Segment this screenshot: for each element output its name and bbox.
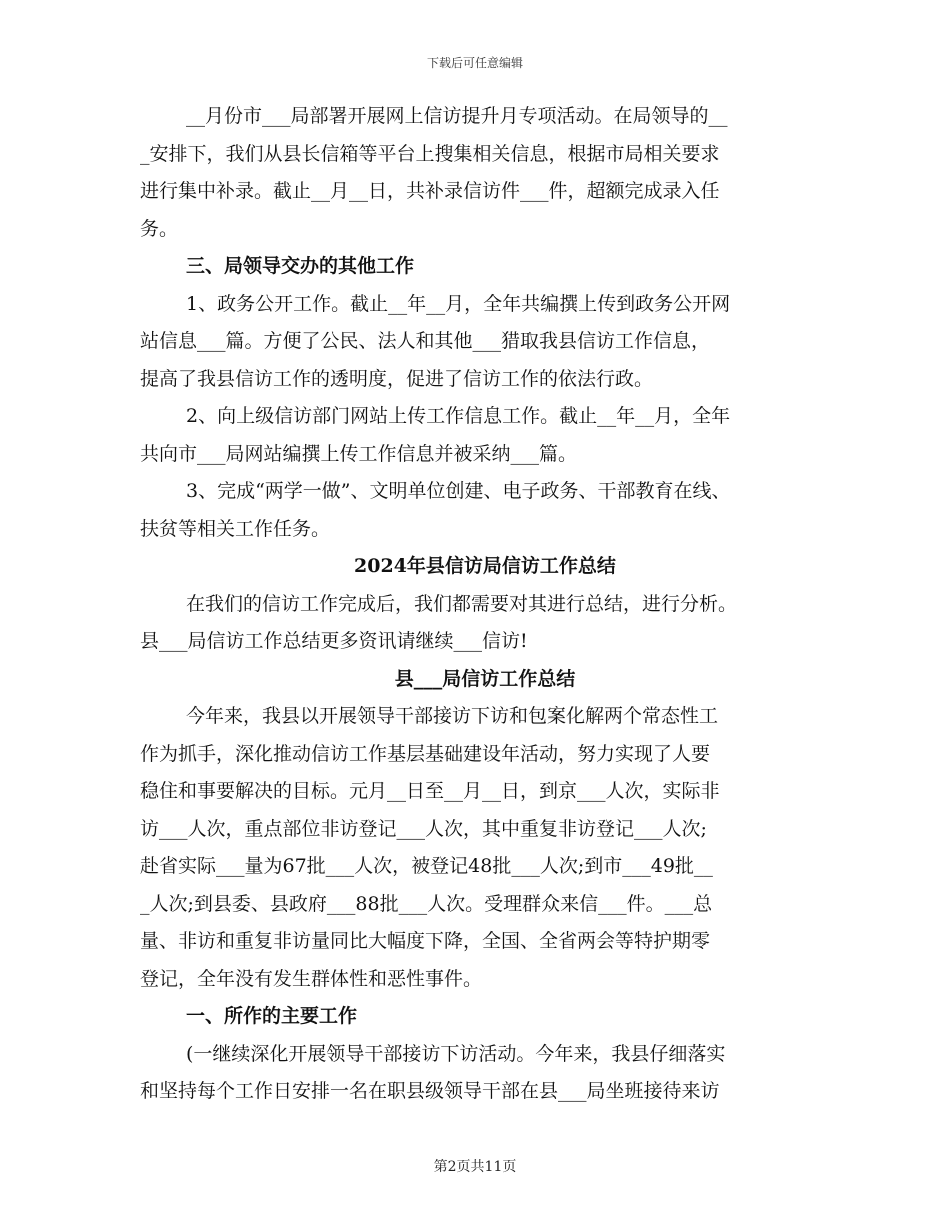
- paragraph-line: 1、政务公开工作。截止__年__月，全年共编撰上传到政务公开网: [186, 292, 731, 315]
- section-heading: 一、所作的主要工作: [186, 1005, 358, 1027]
- section-heading: 三、局领导交办的其他工作: [186, 255, 415, 277]
- paragraph-line: 稳住和事要解决的目标。元月__日至__月__日，到京___人次，实际非: [140, 780, 720, 802]
- paragraph-line: 访___人次，重点部位非访登记___人次，其中重复非访登记___人次;: [140, 817, 707, 840]
- paragraph-line: __月份市___局部署开展网上信访提升月专项活动。在局领导的__: [186, 105, 728, 127]
- paragraph-line: 县___局信访工作总结更多资讯请继续___信访!: [140, 630, 528, 652]
- paragraph-line: _人次;到县委、县政府___88批___人次。受理群众来信___件。___总: [140, 892, 713, 915]
- paragraph-line: (一继续深化开展领导干部接访下访活动。今年来，我县仔细落实: [186, 1042, 726, 1065]
- paragraph-line: 作为抓手，深化推动信访工作基层基础建设年活动，努力实现了人要: [140, 742, 711, 765]
- paragraph-line: 务。: [140, 217, 179, 240]
- paragraph-line: _安排下，我们从县长信箱等平台上搜集相关信息，根据市局相关要求: [140, 142, 720, 165]
- paragraph-line: 共向市___局网站编撰上传工作信息并被采纳___篇。: [140, 442, 578, 465]
- document-subtitle: 县___局信访工作总结: [394, 667, 576, 690]
- paragraph-line: 和坚持每个工作日安排一名在职县级领导干部在县___局坐班接待来访: [140, 1080, 720, 1102]
- document-body: [140, 98, 830, 1111]
- document-title: 2024年县信访局信访工作总结: [354, 555, 616, 577]
- page-footer: 第2页共11页: [433, 1159, 517, 1175]
- paragraph-line: 赴省实际___量为67批___人次，被登记48批___人次;到市___49批__: [140, 855, 713, 877]
- paragraph-line: 登记，全年没有发生群体性和恶性事件。: [140, 967, 483, 990]
- paragraph-line: 今年来，我县以开展领导干部接访下访和包案化解两个常态性工: [186, 705, 719, 727]
- paragraph-line: 量、非访和重复非访量同比大幅度下降，全国、全省两会等特护期零: [140, 930, 711, 952]
- paragraph-line: 在我们的信访工作完成后，我们都需要对其进行总结，进行分析。: [186, 592, 738, 615]
- paragraph-line: 扶贫等相关工作任务。: [140, 517, 331, 540]
- paragraph-line: 2、向上级信访部门网站上传工作信息工作。截止__年__月，全年: [186, 405, 731, 427]
- page-header: 下载后可任意编辑: [426, 56, 523, 70]
- paragraph-line: 站信息___篇。方便了公民、法人和其他___猎取我县信访工作信息，: [140, 330, 711, 352]
- paragraph-line: 提高了我县信访工作的透明度，促进了信访工作的依法行政。: [140, 367, 654, 390]
- paragraph-line: 3、完成“两学一做”、文明单位创建、电子政务、干部教育在线、: [186, 480, 731, 502]
- paragraph-line: 进行集中补录。截止__月__日，共补录信访件___件，超额完成录入任: [140, 180, 720, 202]
